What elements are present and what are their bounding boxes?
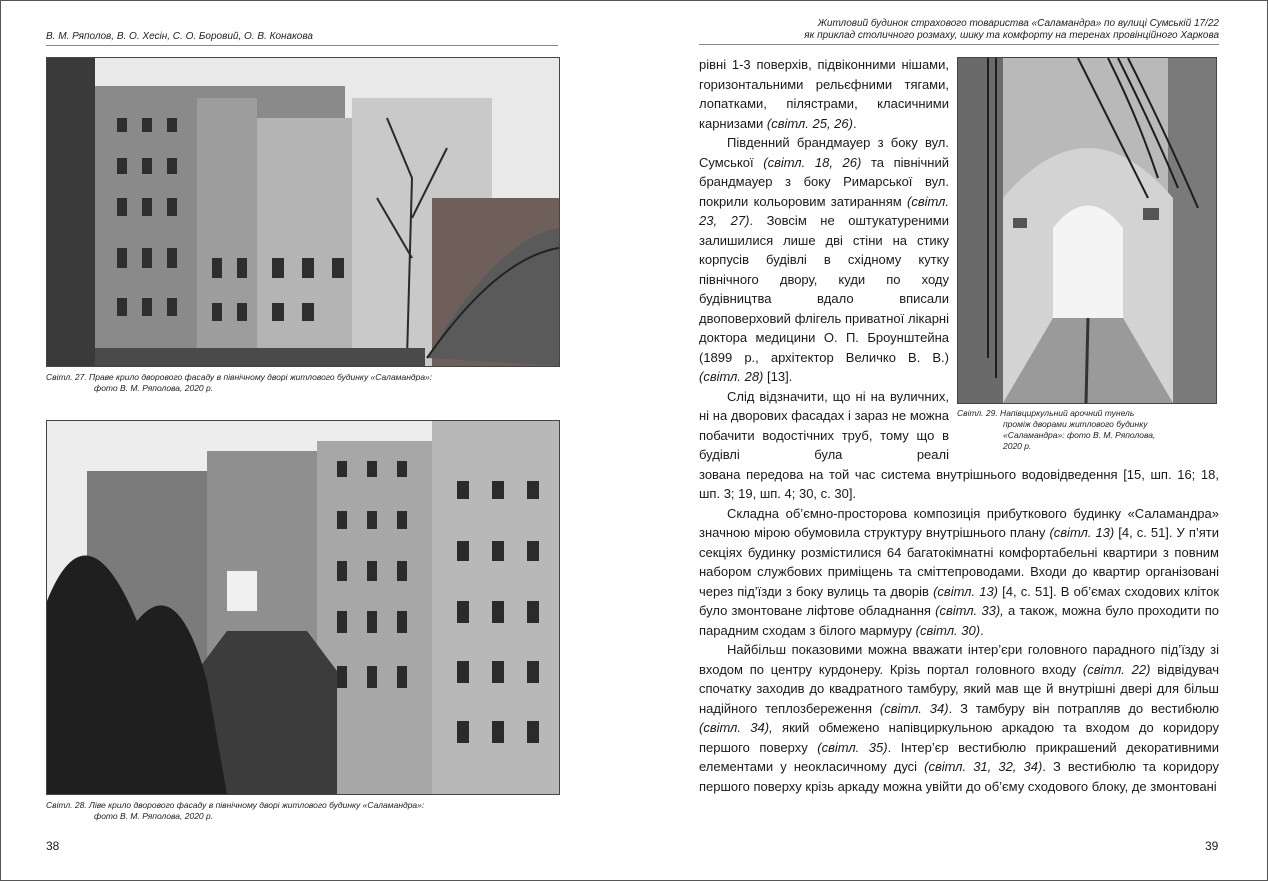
figure-reference: (світл. 23, 27)	[699, 193, 949, 228]
figure-reference: (світл. 31, 32, 34)	[924, 759, 1043, 774]
text-run: [4, с. 51]. У п’яти секціях будинку розмістилися 64 багатокімнатні комфортабельні квартири з повним набором службових приміщень та сміттепроводами. Входи до квартир організовані через під’їзди з боку вулиць та дворів	[699, 525, 1219, 599]
running-head-title	[699, 18, 1219, 42]
text-run: .	[980, 622, 984, 638]
figure-reference: (світл. 28)	[699, 369, 764, 384]
right-page	[635, 1, 1267, 880]
text-run: . З вестибюлю та коридору першого поверху крізь аркаду можна увійти до об’єму сходового блоку, де змонтовані	[699, 759, 1219, 794]
text-run: .	[852, 115, 857, 131]
caption-line: 2020 р.	[1003, 441, 1032, 451]
text-run: а також, можна було проходити по парадним сходам з білого мармуру	[699, 603, 1219, 638]
body-text	[699, 55, 1219, 796]
text-run: . З тамбуру він потрапляв до вестибюлю	[948, 700, 1220, 716]
paragraph-3-end	[699, 465, 1219, 504]
text-run: зована передова на той час система внутрішнього водовідведення [15, шп. 16; 18, шп. 3; 19, шп. 4; 30, с. 30].	[699, 466, 1219, 501]
caption-line: Світл. 28. Ліве крило дворового фасаду в північному дворі житлового будинку «Саламандра»:	[46, 800, 425, 810]
text-run: який обмежено напівциркульною аркадою та входом до коридору першого поверху	[699, 720, 1219, 755]
text-run: [13].	[763, 369, 793, 384]
figure-reference: (світл. 18, 26)	[763, 154, 862, 170]
left-page	[1, 1, 601, 880]
paragraph-4	[699, 504, 1219, 641]
text-run: Найбільш показовими можна вважати інтер’єри головного парадного під’їзду зі входом по центру курдонеру. Крізь портал головного входу	[699, 642, 1219, 677]
text-run: та північний брандмауер з боку Римарської вул. покрили кольоровим затиранням	[699, 154, 949, 209]
figure-28-caption	[46, 800, 558, 822]
figure-reference: (світл. 33),	[935, 603, 1004, 618]
figure-27-caption	[46, 372, 558, 394]
header-rule	[699, 44, 1219, 45]
page-number: 39	[1205, 839, 1219, 853]
caption-line: фото В. М. Ряполова, 2020 р.	[94, 383, 214, 393]
text-run: . Зовсім не оштукатуреними залишилися лише дві стіни на стику корпусів будівлі в східному кутку північного двору, куди по ходу будівництва вдало вписали двоповерховий флігель приватної лікарні доктора медицини О. П. Броунштейна (1899 р., архітектор Величко В. В.)	[699, 213, 949, 365]
figure-reference: (світл. 22)	[1082, 661, 1151, 677]
figure-reference: (світл. 25, 26)	[766, 115, 853, 131]
header-rule	[46, 45, 558, 46]
figure-reference: (світл. 35)	[817, 739, 888, 755]
figure-reference: (світл. 34)	[879, 700, 949, 716]
text-run: Складна об’ємно-просторова композиція прибуткового будинку «Саламандра» значною мірою обумовила структуру внутрішнього плану	[699, 505, 1219, 540]
caption-line: фото В. М. Ряполова, 2020 р.	[94, 811, 214, 821]
text-run: . Інтер’єр вестибюлю прикрашений декоративними елементами у неокласичному дусі	[699, 739, 1220, 774]
running-head-line: як приклад столичного розмаху, шику та комфорту на теренах провінційного Харкова	[804, 30, 1219, 41]
text-run: рівні 1-3 поверхів, підвіконними нішами, горизонтальними рельєфними тягами, лопатками, пілястрами, класичними карнизами	[699, 57, 949, 131]
caption-line: «Саламандра»: фото В. М. Ряполова,	[1003, 430, 1156, 440]
paragraph-3-start	[699, 387, 949, 465]
page-number: 38	[46, 839, 60, 853]
figure-reference: (світл. 34),	[699, 720, 773, 735]
running-head-line: Житловий будинок страхового товариства «Саламандра» по вулиці Сумській 17/22	[817, 18, 1219, 29]
text-run: Південний брандмауер з боку вул. Сумської	[699, 135, 949, 170]
figure-reference: (світл. 13)	[933, 583, 999, 599]
caption-line: Світл. 27. Праве крило дворового фасаду в північному дворі житлового будинку «Саламандра»:	[46, 372, 433, 382]
text-run: Слід відзначити, що ні на вуличних, ні на дворових фасадах і зараз не можна побачити водостічних труб, тому що в будівлі була реалі	[699, 388, 949, 462]
caption-line: проміж дворами житлового будинку	[1003, 419, 1148, 429]
text-run: відвідувач спочатку заходив до квадратного тамбуру, який мав ще й внутрішні двері для більш надійного теплозбереження	[699, 661, 1219, 716]
paragraph-5	[699, 640, 1219, 796]
photo-left-wing-courtyard-facade	[46, 420, 560, 795]
figure-reference: (світл. 30)	[915, 622, 981, 638]
text-run: [4, с. 51]. В об’ємах сходових кліток було змонтоване ліфтове обладнання	[699, 583, 1220, 618]
paragraph-1	[699, 55, 949, 133]
running-head-authors: В. М. Ряполов, В. О. Хесін, С. О. Боровий, О. В. Конакова	[46, 31, 313, 42]
figure-reference: (світл. 13)	[1049, 525, 1115, 540]
paragraph-2	[699, 133, 949, 387]
photo-right-wing-courtyard-facade	[46, 57, 560, 367]
narrow-column	[699, 55, 949, 465]
caption-line: Світл. 29. Напівциркульний арочний тунель	[957, 408, 1135, 418]
